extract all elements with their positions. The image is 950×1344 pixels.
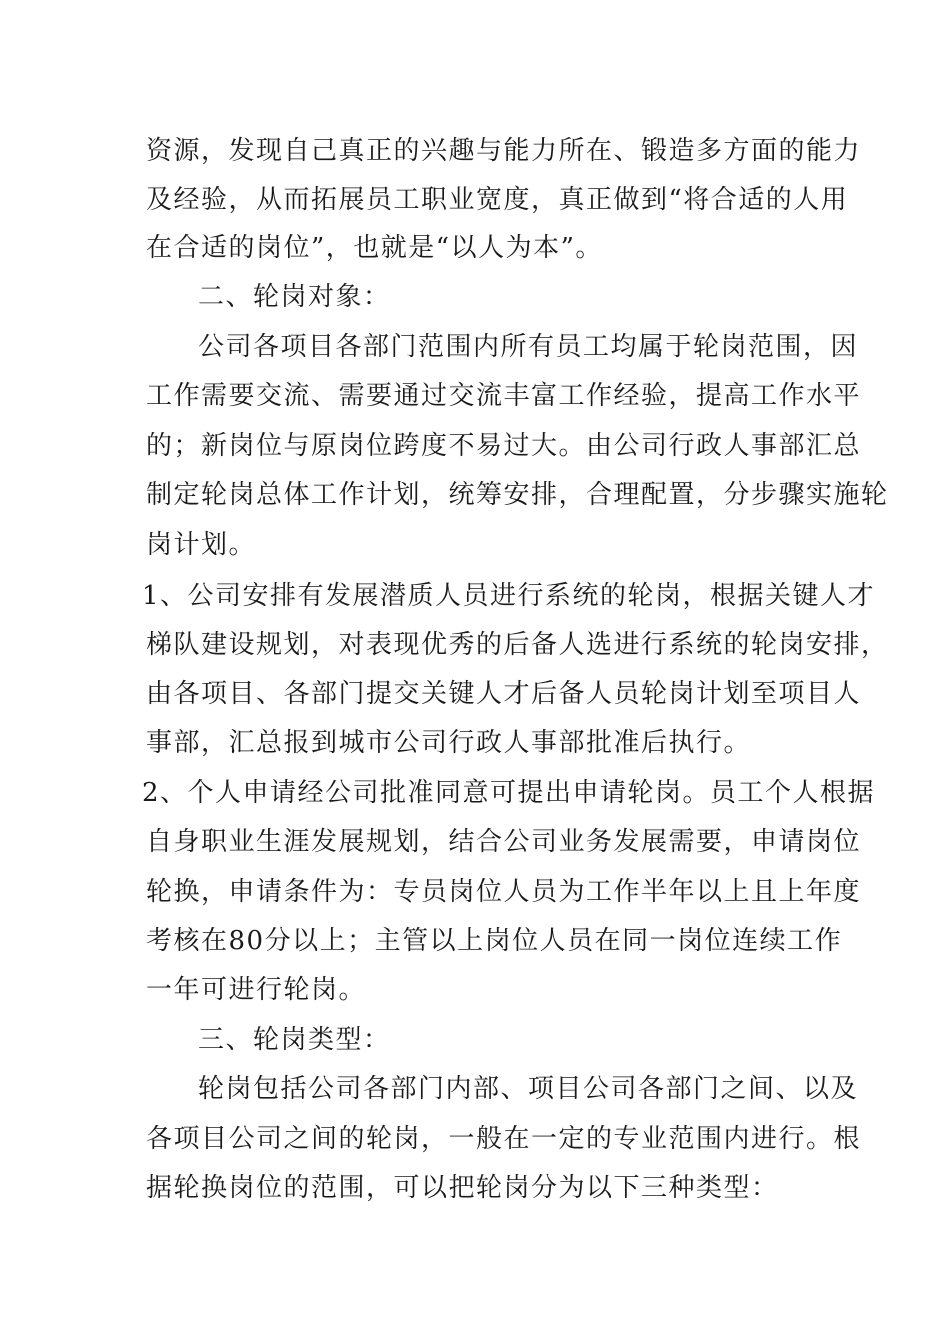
section-heading: 三、轮岗类型： — [198, 1025, 391, 1055]
paragraph-line: 公司各项目各部门范围内所有员工均属于轮岗范围，因 — [198, 332, 859, 362]
paragraph-line: 的；新岗位与原岗位跨度不易过大。由公司行政人事部汇总 — [146, 431, 862, 461]
paragraph-line: 制定轮岗总体工作计划，统筹安排，合理配置，分步骤实施轮 — [146, 480, 889, 510]
paragraph-line: 梯队建设规划，对表现优秀的后备人选进行系统的轮岗安排， — [146, 630, 889, 660]
paragraph-line: 资源，发现自己真正的兴趣与能力所在、锻造多方面的能力 — [146, 136, 862, 166]
paragraph-line: 工作需要交流、需要通过交流丰富工作经验，提高工作水平 — [146, 381, 862, 411]
paragraph-line: 轮换，申请条件为：专员岗位人员为工作半年以上且上年度 — [146, 877, 862, 907]
paragraph-line: 考核在80分以上；主管以上岗位人员在同一岗位连续工作 — [146, 926, 843, 956]
paragraph-line: 各项目公司之间的轮岗，一般在一定的专业范围内进行。根 — [146, 1124, 862, 1154]
paragraph-line: 在合适的岗位”，也就是“以人为本”。 — [146, 233, 603, 263]
paragraph-line: 一年可进行轮岗。 — [146, 975, 367, 1005]
list-item-line: 2、个人申请经公司批准同意可提出申请轮岗。员工个人根据 — [142, 778, 876, 808]
paragraph-line: 事部，汇总报到城市公司行政人事部批准后执行。 — [146, 728, 752, 758]
section-heading: 二、轮岗对象： — [198, 282, 391, 312]
list-item-line: 1、公司安排有发展潜质人员进行系统的轮岗，根据关键人才 — [142, 581, 876, 611]
paragraph-line: 由各项目、各部门提交关键人才后备人员轮岗计划至项目人 — [146, 679, 862, 709]
paragraph-line: 自身职业生涯发展规划，结合公司业务发展需要，申请岗位 — [146, 827, 862, 857]
paragraph-line: 岗计划。 — [146, 530, 257, 560]
paragraph-line: 及经验，从而拓展员工职业宽度，真正做到“将合适的人用 — [146, 185, 849, 215]
paragraph-line: 轮岗包括公司各部门内部、项目公司各部门之间、以及 — [198, 1074, 859, 1104]
paragraph-line: 据轮换岗位的范围，可以把轮岗分为以下三种类型： — [146, 1173, 779, 1203]
